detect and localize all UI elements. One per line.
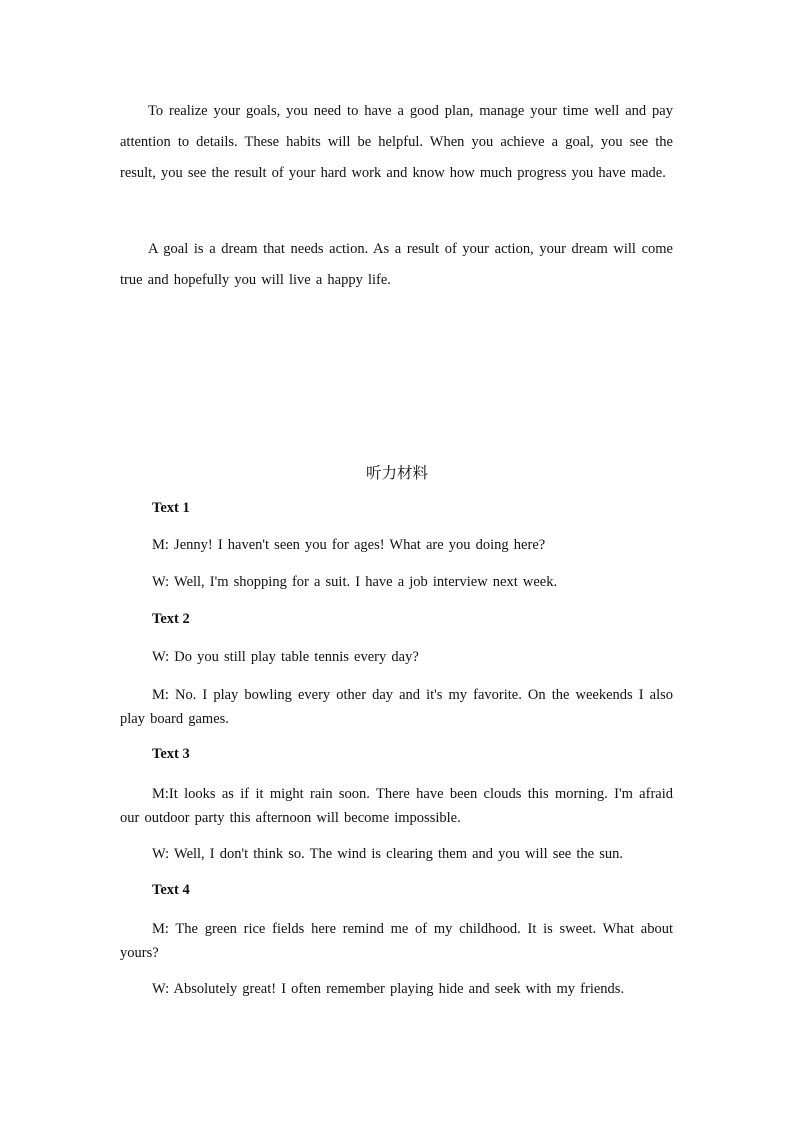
essay-paragraph-2: A goal is a dream that needs action. As a result of your action, your dream will come true and hopefully you will live a happy life. — [120, 241, 673, 288]
text-4-label: Text 4 — [152, 882, 190, 898]
text-3-line-1: M:It looks as if it might rain soon. There have been clouds this morning. I'm afraid our outdoor party this afternoon will become impossible. — [120, 786, 673, 826]
text-2-label: Text 2 — [152, 611, 190, 627]
text-1-line-2: W: Well, I'm shopping for a suit. I have a job interview next week. — [152, 574, 558, 590]
text-2-line-1: W: Do you still play table tennis every day? — [152, 649, 419, 665]
text-1-line-1: M: Jenny! I haven't seen you for ages! What are you doing here? — [152, 537, 546, 553]
text-4-line-1: M: The green rice fields here remind me of my childhood. It is sweet. What about yours? — [120, 921, 673, 961]
text-3-line-2: W: Well, I don't think so. The wind is clearing them and you will see the sun. — [152, 846, 623, 862]
text-1-label: Text 1 — [152, 500, 190, 516]
essay-paragraph-1: To realize your goals, you need to have a good plan, manage your time well and pay attention to details. These habits will be helpful. When you achieve a goal, you see the result, you see the result of your hard work and know how much progress you have made. — [120, 103, 673, 181]
text-2-line-2: M: No. I play bowling every other day and it's my favorite. On the weekends I also play board games. — [120, 687, 673, 727]
listening-heading: 听力材料 — [365, 464, 428, 482]
text-3-label: Text 3 — [152, 746, 190, 762]
text-4-line-2: W: Absolutely great! I often remember playing hide and seek with my friends. — [152, 981, 625, 997]
